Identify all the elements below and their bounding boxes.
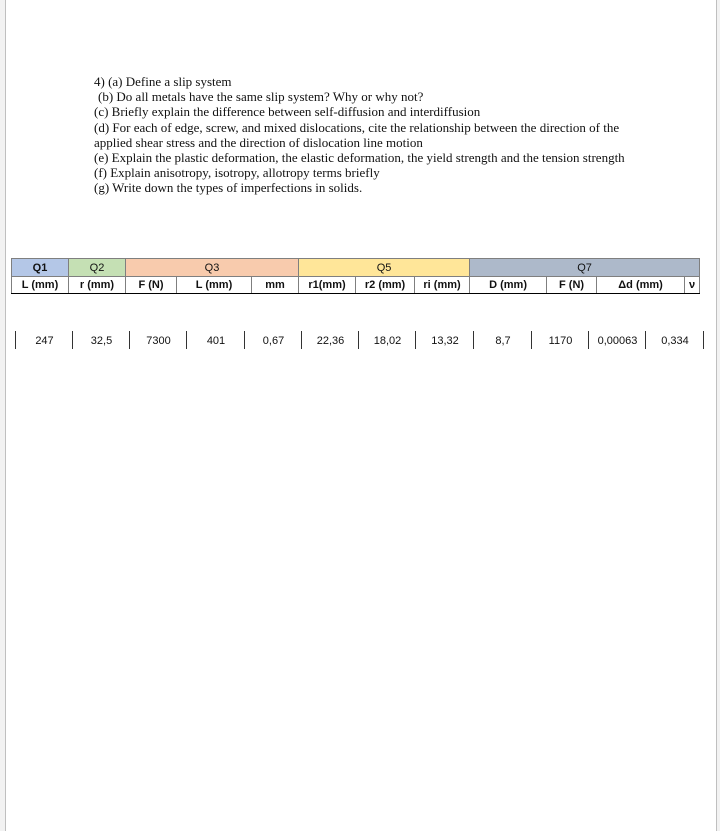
document-page	[5, 0, 717, 831]
question-line-f: (f) Explain anisotropy, isotropy, allotropy terms briefly	[94, 165, 380, 181]
question-line-c: (c) Briefly explain the difference between self-diffusion and interdiffusion	[94, 104, 481, 120]
unit-header: r (mm)	[69, 277, 126, 294]
row-end-divider	[703, 331, 704, 349]
unit-header: F (N)	[547, 277, 597, 294]
unit-header: L (mm)	[12, 277, 69, 294]
group-header-q3: Q3	[126, 259, 299, 277]
unit-header: ν	[685, 277, 700, 294]
value-cell: 0,00063	[588, 331, 646, 349]
question-line-g: (g) Write down the types of imperfections in solids.	[94, 180, 363, 196]
question-line-d: (d) For each of edge, screw, and mixed dislocations, cite the relationship between the direction of the applied shear stress and the direction of dislocation line motion	[94, 119, 620, 150]
question-line-e: (e) Explain the plastic deformation, the elastic deformation, the yield strength and the tension strength	[94, 150, 625, 166]
unit-header: r1(mm)	[299, 277, 356, 294]
value-cell: 1170	[531, 331, 589, 349]
group-header-q7: Q7	[470, 259, 700, 277]
value-cell: 8,7	[473, 331, 532, 349]
group-header-q5: Q5	[299, 259, 470, 277]
unit-header: L (mm)	[177, 277, 252, 294]
value-cell: 32,5	[72, 331, 130, 349]
data-table-header	[11, 258, 700, 294]
value-cell: 18,02	[358, 331, 416, 349]
unit-header: r2 (mm)	[356, 277, 415, 294]
value-cell: 22,36	[301, 331, 359, 349]
question-line-a: 4) (a) Define a slip system	[94, 74, 232, 89]
unit-header: D (mm)	[470, 277, 547, 294]
value-cell: 13,32	[415, 331, 474, 349]
value-cell: 247	[15, 331, 73, 349]
value-cell: 0,67	[244, 331, 302, 349]
value-cell: 401	[186, 331, 245, 349]
unit-header: F (N)	[126, 277, 177, 294]
unit-header: Δd (mm)	[597, 277, 685, 294]
unit-header: ri (mm)	[415, 277, 470, 294]
question-line-b: (b) Do all metals have the same slip system? Why or why not?	[98, 89, 424, 105]
values-row	[15, 331, 704, 349]
unit-header: mm	[252, 277, 299, 294]
question-block	[94, 74, 642, 196]
group-header-q2: Q2	[69, 259, 126, 277]
group-header-q1: Q1	[12, 259, 69, 277]
value-cell: 7300	[129, 331, 187, 349]
value-cell: 0,334	[645, 331, 704, 349]
